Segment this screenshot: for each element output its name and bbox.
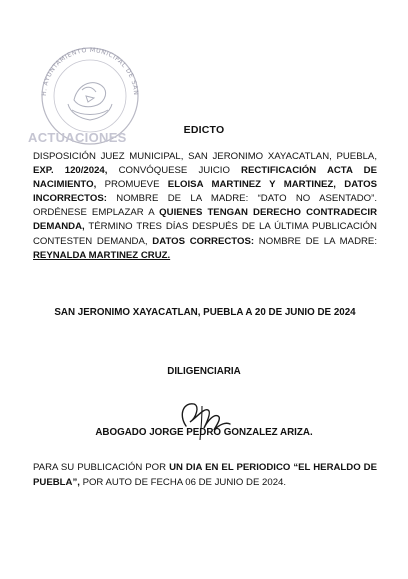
body-text-7: NOMBRE DE LA MADRE: xyxy=(254,235,377,247)
signer-name: ABOGADO JORGE PEDRO GONZALEZ ARIZA. xyxy=(95,427,313,438)
svg-text:H. AYUNTAMIENTO MUNICIPAL DE S xyxy=(24,38,139,96)
edict-body xyxy=(33,150,377,263)
seal-arc-text: H. AYUNTAMIENTO MUNICIPAL DE SAN xyxy=(40,46,140,97)
publication-medium: UN DIA EN EL PERIODICO “EL HERALDO DE PUEBLA”, xyxy=(33,462,378,488)
publication-note xyxy=(33,460,377,490)
correct-mother-name: REYNALDA MARTINEZ CRUZ. xyxy=(33,249,171,261)
footer-text-2: POR AUTO DE FECHA 06 DE JUNIO DE 2024. xyxy=(79,477,287,488)
correct-data-label: DATOS CORRECTOS: xyxy=(152,235,255,247)
office-name: DILIGENCIARIA xyxy=(167,366,241,377)
body-text-3: PROMUEVE xyxy=(96,179,168,191)
body-text-1: DISPOSICIÓN JUEZ MUNICIPAL, SAN JERONIMO XAYACATLAN, PUEBLA, xyxy=(33,151,377,162)
plaintiff-name: ELOISA MARTINEZ Y MARTINEZ, xyxy=(167,179,336,191)
place-and-date: SAN JERONIMO XAYACATLAN, PUEBLA A 20 DE JUNIO DE 2024 xyxy=(54,307,356,318)
body-text-6: TÉRMINO TRES DÍAS DESPUÉS DE LA ÚLTIMA PUBLICACIÓN CONTESTEN DEMANDA, xyxy=(33,221,377,247)
body-text-2: CONVÓQUESE JUICIO xyxy=(107,165,242,177)
incorrect-data-label: DATOS INCORRECTOS: xyxy=(33,179,377,205)
footer-text-1: PARA SU PUBLICACIÓN POR xyxy=(33,462,170,473)
seal-stamp-word: ACTUACIONES xyxy=(28,130,127,145)
summoned-parties: QUIENES TENGAN DERECHO CONTRADECIR DEMANDA, xyxy=(33,207,377,233)
trial-type: RECTIFICACIÓN ACTA DE NACIMIENTO, xyxy=(33,165,377,191)
document-title: EDICTO xyxy=(183,124,225,136)
case-number: EXP. 120/2024, xyxy=(33,165,108,177)
body-text-5: NOMBRE DE LA MADRE: “DATO NO ASENTADO”. ORDÉNESE EMPLAZAR A xyxy=(33,193,377,219)
